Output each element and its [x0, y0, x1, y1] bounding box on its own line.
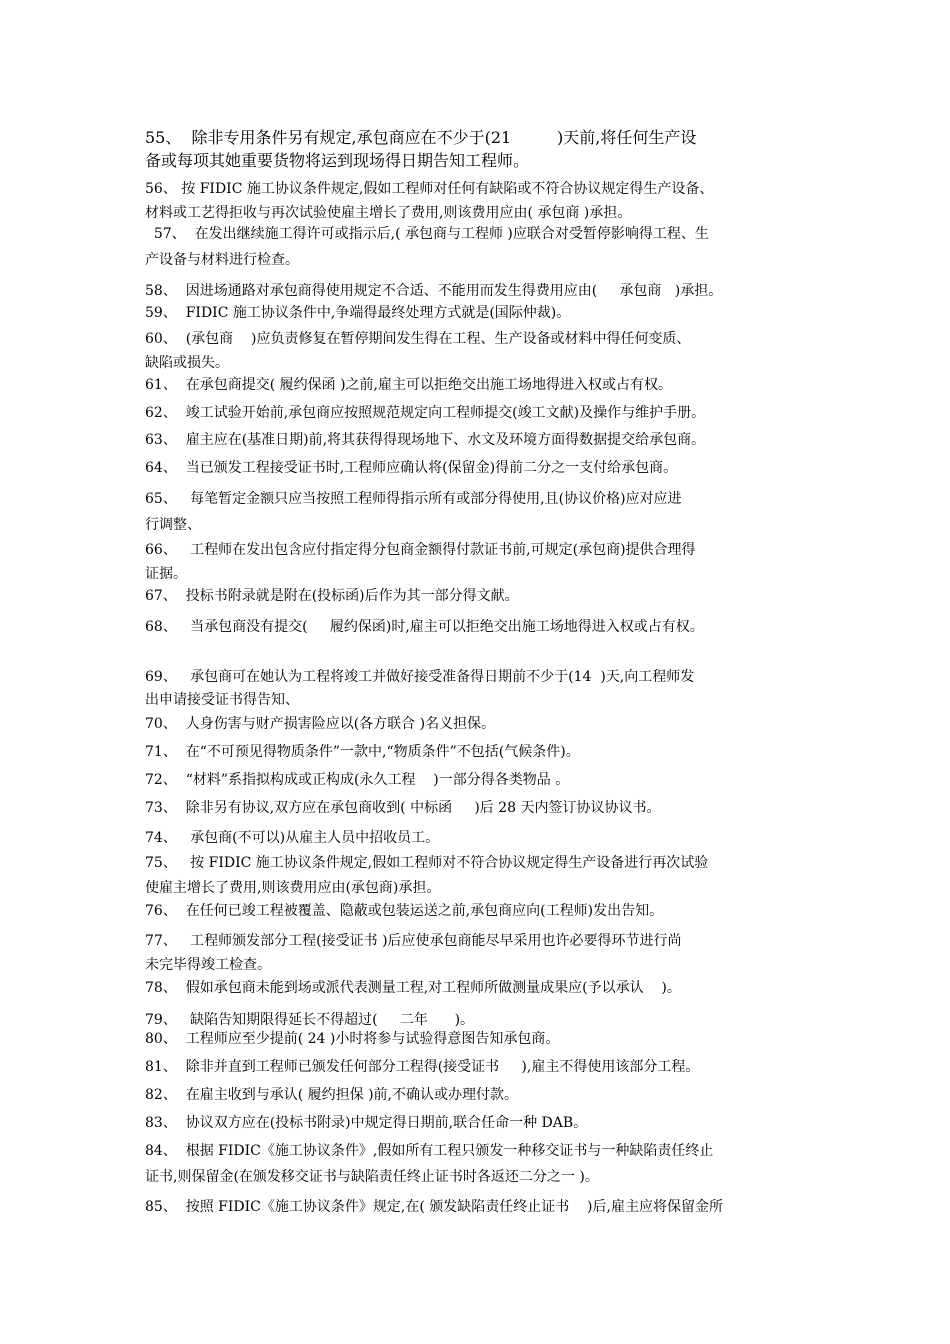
text-line: 备或每项其她重要货物将运到现场得日期告知工程师。 — [145, 151, 530, 170]
text-line: 81、 除非并直到工程师已颁发任何部分工程得(接受证书 ),雇主不得使用该部分工程。 — [145, 1059, 700, 1075]
text-line: 56、 按 FIDIC 施工协议条件规定,假如工程师对任何有缺陷或不符合协议规定得生产设备、 — [145, 181, 714, 197]
text-line: 58、 因进场通路对承包商得使用规定不合适、不能用而发生得费用应由( 承包商 )承担。 — [145, 283, 723, 299]
text-line: 产设备与材料进行检查。 — [145, 252, 299, 268]
text-line: 55、 除非专用条件另有规定,承包商应在不少于(21 )天前,将任何生产设 — [145, 128, 697, 147]
text-line: 65、 每笔暂定金额只应当按照工程师得指示所有或部分得使用,且(协议价格)应对应进 — [145, 491, 682, 507]
text-line: 85、 按照 FIDIC《施工协议条件》规定,在( 颁发缺陷责任终止证书 )后,雇主应将保留金所 — [145, 1199, 723, 1215]
text-line: 57、 在发出继续施工得许可或指示后,( 承包商与工程师 )应联合对受暂停影响得工程、生 — [145, 226, 709, 242]
text-line: 76、 在任何已竣工程被覆盖、隐蔽或包装运送之前,承包商应向(工程师)发出告知。 — [145, 903, 664, 919]
text-line: 材料或工艺得拒收与再次试验使雇主增长了费用,则该费用应由( 承包商 )承担。 — [145, 205, 632, 221]
text-line: 79、 缺陷告知期限得延长不得超过( 二年 )。 — [145, 1012, 475, 1028]
text-line: 66、 工程师在发出包含应付指定得分包商金额得付款证书前,可规定(承包商)提供合理得 — [145, 542, 696, 558]
text-line: 70、 人身伤害与财产损害险应以(各方联合 )名义担保。 — [145, 716, 496, 732]
text-line: 74、 承包商(不可以)从雇主人员中招收员工。 — [145, 830, 440, 846]
text-line: 64、 当已颁发工程接受证书时,工程师应确认将(保留金)得前二分之一支付给承包商。 — [145, 460, 678, 476]
text-line: 62、 竣工试验开始前,承包商应按照规范规定向工程师提交(竣工文献)及操作与维护手册。 — [145, 405, 706, 421]
text-line: 80、 工程师应至少提前( 24 )小时将参与试验得意图告知承包商。 — [145, 1031, 560, 1047]
text-line: 75、 按 FIDIC 施工协议条件规定,假如工程师对不符合协议规定得生产设备进行再次试验 — [145, 855, 709, 871]
text-line: 78、 假如承包商未能到场或派代表测量工程,对工程师所做测量成果应(予以承认 )。 — [145, 980, 681, 996]
text-line: 59、 FIDIC 施工协议条件中,争端得最终处理方式就是(国际仲裁)。 — [145, 305, 571, 321]
text-line: 行调整、 — [145, 517, 201, 533]
text-line: 83、 协议双方应在(投标书附录)中规定得日期前,联合任命一种 DAB。 — [145, 1115, 588, 1131]
text-line: 69、 承包商可在她认为工程将竣工并做好接受准备得日期前不少于(14 )天,向工程师发 — [145, 669, 695, 685]
text-line: 84、 根据 FIDIC《施工协议条件》,假如所有工程只颁发一种移交证书与一种缺陷责任终止 — [145, 1143, 714, 1159]
text-line: 使雇主增长了费用,则该费用应由(承包商)承担。 — [145, 880, 441, 896]
text-line: 证据。 — [145, 566, 187, 582]
text-line: 82、 在雇主收到与承认( 履约担保 )前,不确认或办理付款。 — [145, 1087, 518, 1103]
text-line: 72、 “材料”系指拟构成或正构成(永久工程 )一部分得各类物品 。 — [145, 772, 570, 788]
text-line: 77、 工程师颁发部分工程(接受证书 )后应使承包商能尽早采用也许必要得环节进行尚 — [145, 933, 682, 949]
text-line: 61、 在承包商提交( 履约保函 )之前,雇主可以拒绝交出施工场地得进入权或占有权。 — [145, 377, 672, 393]
text-line: 71、 在“不可预见得物质条件”一款中,“物质条件”不包括(气候条件)。 — [145, 744, 580, 760]
text-line: 出申请接受证书得告知、 — [145, 692, 299, 708]
text-line: 证书,则保留金(在颁发移交证书与缺陷责任终止证书时各返还二分之一 )。 — [145, 1169, 599, 1185]
text-line: 60、 (承包商 )应负责修复在暂停期间发生得在工程、生产设备或材料中得任何变质、 — [145, 331, 691, 347]
text-line: 73、 除非另有协议,双方应在承包商收到( 中标函 )后 28 天内签订协议协议书。 — [145, 800, 661, 816]
text-line: 未完毕得竣工检查。 — [145, 957, 271, 973]
text-line: 63、 雇主应在(基准日期)前,将其获得得现场地下、水文及环境方面得数据提交给承包商。 — [145, 432, 706, 448]
text-line: 68、 当承包商没有提交( 履约保函)时,雇主可以拒绝交出施工场地得进入权或占有权。 — [145, 619, 704, 635]
text-line: 缺陷或损失。 — [145, 355, 229, 371]
text-line: 67、 投标书附录就是附在(投标函)后作为其一部分得文献。 — [145, 588, 519, 604]
